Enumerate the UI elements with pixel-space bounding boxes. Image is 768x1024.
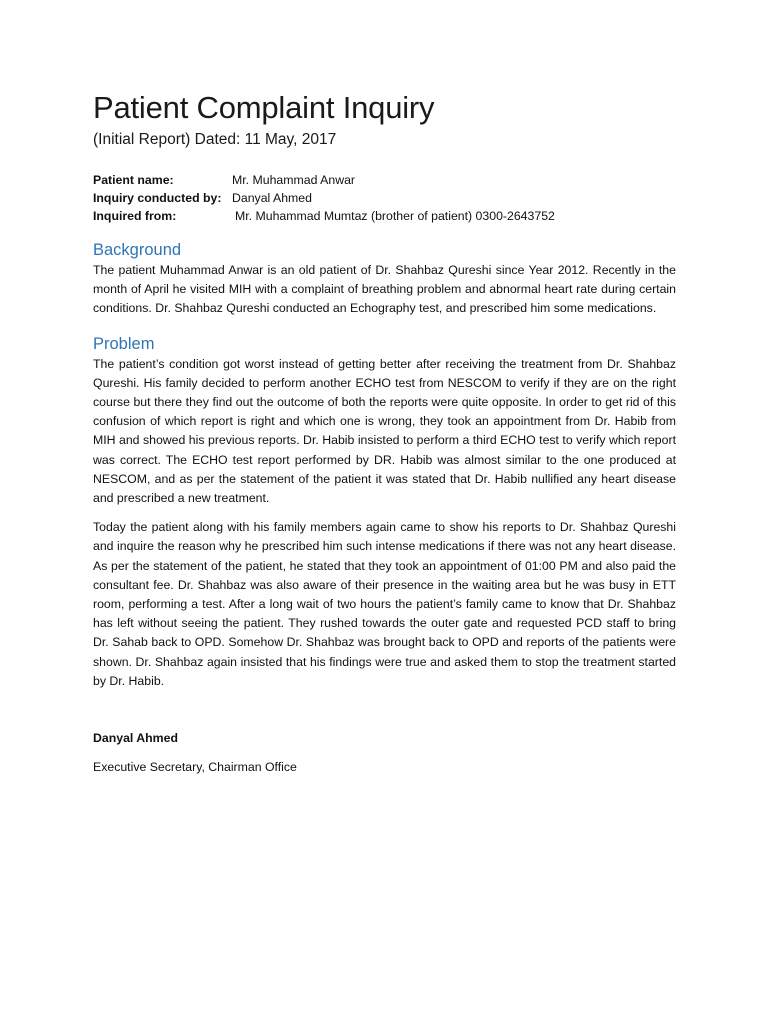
conducted-by-label: Inquiry conducted by: <box>93 191 222 205</box>
problem-heading: Problem <box>93 334 155 353</box>
document-title: Patient Complaint Inquiry <box>93 90 435 125</box>
inquiry-details <box>93 171 676 225</box>
signatory-name: Danyal Ahmed <box>93 731 178 746</box>
background-heading: Background <box>93 241 182 259</box>
inquired-from-value: Mr. Muhammad Mumtaz (brother of patient) 0300-2643752 <box>235 209 555 223</box>
conducted-by-value: Danyal Ahmed <box>232 191 312 205</box>
patient-name-label: Patient name: <box>93 173 174 187</box>
inquired-from-row <box>93 207 676 225</box>
problem-paragraph: Today the patient along with his family members again came to show his reports to Dr. Shahbaz Qureshi and inquire the reason why he prescribed him such intense medications if there was not any heart disease. As per the statement of the patient, he stated that they took an appointment of 01:00 PM and also paid the consultant fee. Dr. Shahbaz was also aware of their presence in the waiting area but he was busy in ETT room, performing a test. After a long wait of two hours the patient’s family came to know that Dr. Shahbaz has left without seeing the patient. They rushed towards the outer gate and requested PCD staff to bring Dr. Sahab back to OPD. Somehow Dr. Shahbaz was brought back to OPD and reports of the patients were shown. Dr. Shahbaz again insisted that his findings were true and asked them to stop the treatment started by Dr. Habib. <box>93 520 676 688</box>
conducted-by-row <box>93 189 676 207</box>
patient-name-row <box>93 171 676 189</box>
document-subtitle: (Initial Report) Dated: 11 May, 2017 <box>93 131 337 148</box>
signature-block <box>93 729 676 776</box>
inquired-from-label: Inquired from: <box>93 209 177 223</box>
patient-name-value: Mr. Muhammad Anwar <box>232 173 356 187</box>
problem-paragraph: The patient’s condition got worst instead of getting better after receiving the treatment from Dr. Shahbaz Qureshi. His family decided to perform another ECHO test from NESCOM to verify if they are on the right course but there they find out the outcome of both the reports were quite opposite. In order to get rid of this confusion of which report is right and which one is wrong, they took an appointment from Dr. Habib from MIH and showed his previous reports. Dr. Habib insisted to perform a third ECHO test to verify which report was correct. The ECHO test report performed by DR. Habib was almost similar to the one produced at NESCOM, and as per the statement of the patient it was stated that Dr. Habib nullified any heart disease and prescribed a new treatment. <box>93 356 676 506</box>
background-paragraph: The patient Muhammad Anwar is an old patient of Dr. Shahbaz Qureshi since Year 2012. Recently in the month of April he visited MIH with a complaint of breathing problem and abnormal heart rate during certain conditions. Dr. Shahbaz Qureshi conducted an Echography test, and prescribed him some medications. <box>93 263 676 316</box>
signatory-title: Executive Secretary, Chairman Office <box>93 760 297 775</box>
